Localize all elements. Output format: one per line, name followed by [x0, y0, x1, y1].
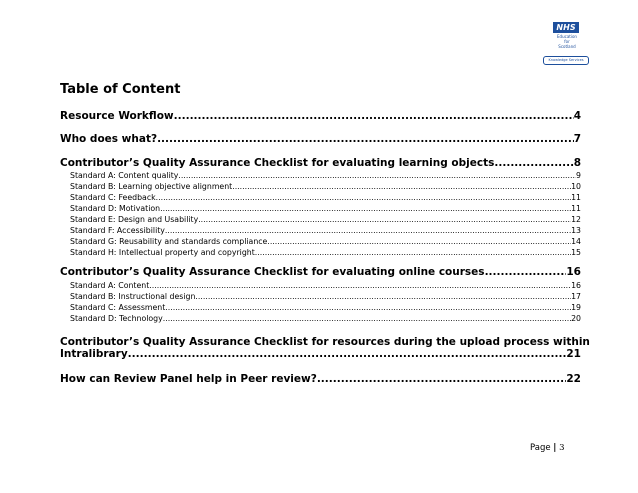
toc-leader	[317, 373, 567, 385]
toc-leader	[494, 157, 573, 169]
toc-page-number: 11	[571, 193, 581, 202]
toc-subentry[interactable]	[70, 204, 581, 214]
logo-line-2: for	[564, 39, 570, 44]
page-footer	[530, 443, 565, 453]
toc-page-number: 13	[571, 226, 581, 235]
toc-leader	[255, 248, 571, 257]
toc-page-number: 16	[566, 266, 581, 278]
toc-subentry[interactable]	[70, 171, 581, 181]
toc-entry-label: Who does what?	[60, 133, 158, 145]
toc-subentry-label: Standard G: Reusability and standards compliance	[70, 237, 268, 246]
toc-subentry-label: Standard B: Learning objective alignment	[70, 182, 233, 191]
toc-leader	[128, 348, 567, 360]
toc-entry-label: Contributor’s Quality Assurance Checklist for evaluating learning objects	[60, 157, 495, 169]
logo-org-name	[547, 34, 587, 49]
toc-page-number: 10	[571, 182, 581, 191]
toc-subentry-label: Standard F: Accessibility	[70, 226, 165, 235]
toc-page-number: 20	[571, 314, 581, 323]
toc-subentry-label: Standard A: Content quality	[70, 171, 179, 180]
toc-subentry-label: Standard D: Motivation	[70, 204, 161, 213]
toc-entry-learning-objects[interactable]	[60, 157, 581, 171]
toc-subentry[interactable]	[70, 281, 581, 291]
toc-subentry-label: Standard C: Assessment	[70, 303, 166, 312]
logo-line-1: Education	[557, 34, 577, 39]
toc-page-number: 21	[566, 348, 581, 360]
toc-page-number: 8	[573, 157, 581, 169]
toc-entry-label: Resource Workflow	[60, 110, 174, 122]
toc-page-number: 15	[571, 248, 581, 257]
footer-separator: |	[553, 443, 557, 453]
toc-entry-who-does-what[interactable]	[60, 133, 581, 147]
footer-page-number: 3	[559, 443, 565, 453]
toc-leader	[267, 237, 571, 246]
toc-subentry-label: Standard A: Content	[70, 281, 150, 290]
toc-subentry-label: Standard H: Intellectual property and copyright	[70, 248, 255, 257]
toc-leader	[485, 266, 567, 278]
toc-subentry[interactable]	[70, 248, 581, 258]
toc-page-number: 16	[571, 281, 581, 290]
toc-subentry[interactable]	[70, 193, 581, 203]
toc-entry-label: Contributor’s Quality Assurance Checklist for evaluating online courses	[60, 266, 485, 278]
toc-entry-online-courses[interactable]	[60, 266, 581, 280]
toc-page-number: 14	[571, 237, 581, 246]
toc-subentry-label: Standard D: Technology	[70, 314, 163, 323]
toc-subentry[interactable]	[70, 314, 581, 324]
toc-page-number: 17	[571, 292, 581, 301]
toc-page-number: 22	[566, 373, 581, 385]
logo-line-3: Scotland	[558, 44, 576, 49]
toc-subentry-label: Standard C: Feedback	[70, 193, 156, 202]
toc-subentry[interactable]	[70, 292, 581, 302]
toc-leader	[156, 193, 571, 202]
toc-subentry-label: Standard B: Instructional design	[70, 292, 196, 301]
toc-leader	[195, 292, 571, 301]
toc-page-number: 19	[571, 303, 581, 312]
logo-tagline: Knowledge Services	[543, 56, 589, 65]
toc-entry-review-panel[interactable]	[60, 373, 581, 387]
toc-subentry[interactable]	[70, 226, 581, 236]
toc-subentry[interactable]	[70, 237, 581, 247]
toc-page-number: 4	[573, 110, 581, 122]
page-title: Table of Content	[60, 82, 181, 97]
toc-entry-resource-workflow[interactable]	[60, 110, 581, 124]
nhs-logo	[543, 22, 599, 66]
toc-entry-upload-process[interactable]	[60, 348, 581, 362]
footer-page-label: Page	[530, 443, 551, 453]
toc-leader	[178, 171, 576, 180]
toc-subentry[interactable]	[70, 303, 581, 313]
toc-page-number: 7	[573, 133, 581, 145]
toc-page-number: 11	[571, 204, 581, 213]
toc-subentry-label: Standard E: Design and Usability	[70, 215, 199, 224]
toc-leader	[232, 182, 571, 191]
toc-leader	[149, 281, 571, 290]
toc-leader	[174, 110, 574, 122]
toc-page-number: 9	[576, 171, 581, 180]
toc-entry-upload-process-line1[interactable]: Contributor’s Quality Assurance Checklist for resources during the upload process within	[60, 336, 590, 348]
toc-leader	[165, 226, 571, 235]
toc-leader	[165, 303, 571, 312]
toc-subentry[interactable]	[70, 215, 581, 225]
toc-leader	[163, 314, 571, 323]
toc-leader	[157, 133, 574, 145]
toc-leader	[160, 204, 571, 213]
toc-page-number: 12	[571, 215, 581, 224]
toc-subentry[interactable]	[70, 182, 581, 192]
nhs-logo-mark: NHS	[553, 22, 579, 33]
toc-entry-label: How can Review Panel help in Peer review?	[60, 373, 317, 385]
toc-entry-label: Intralibrary	[60, 348, 128, 360]
toc-leader	[198, 215, 571, 224]
